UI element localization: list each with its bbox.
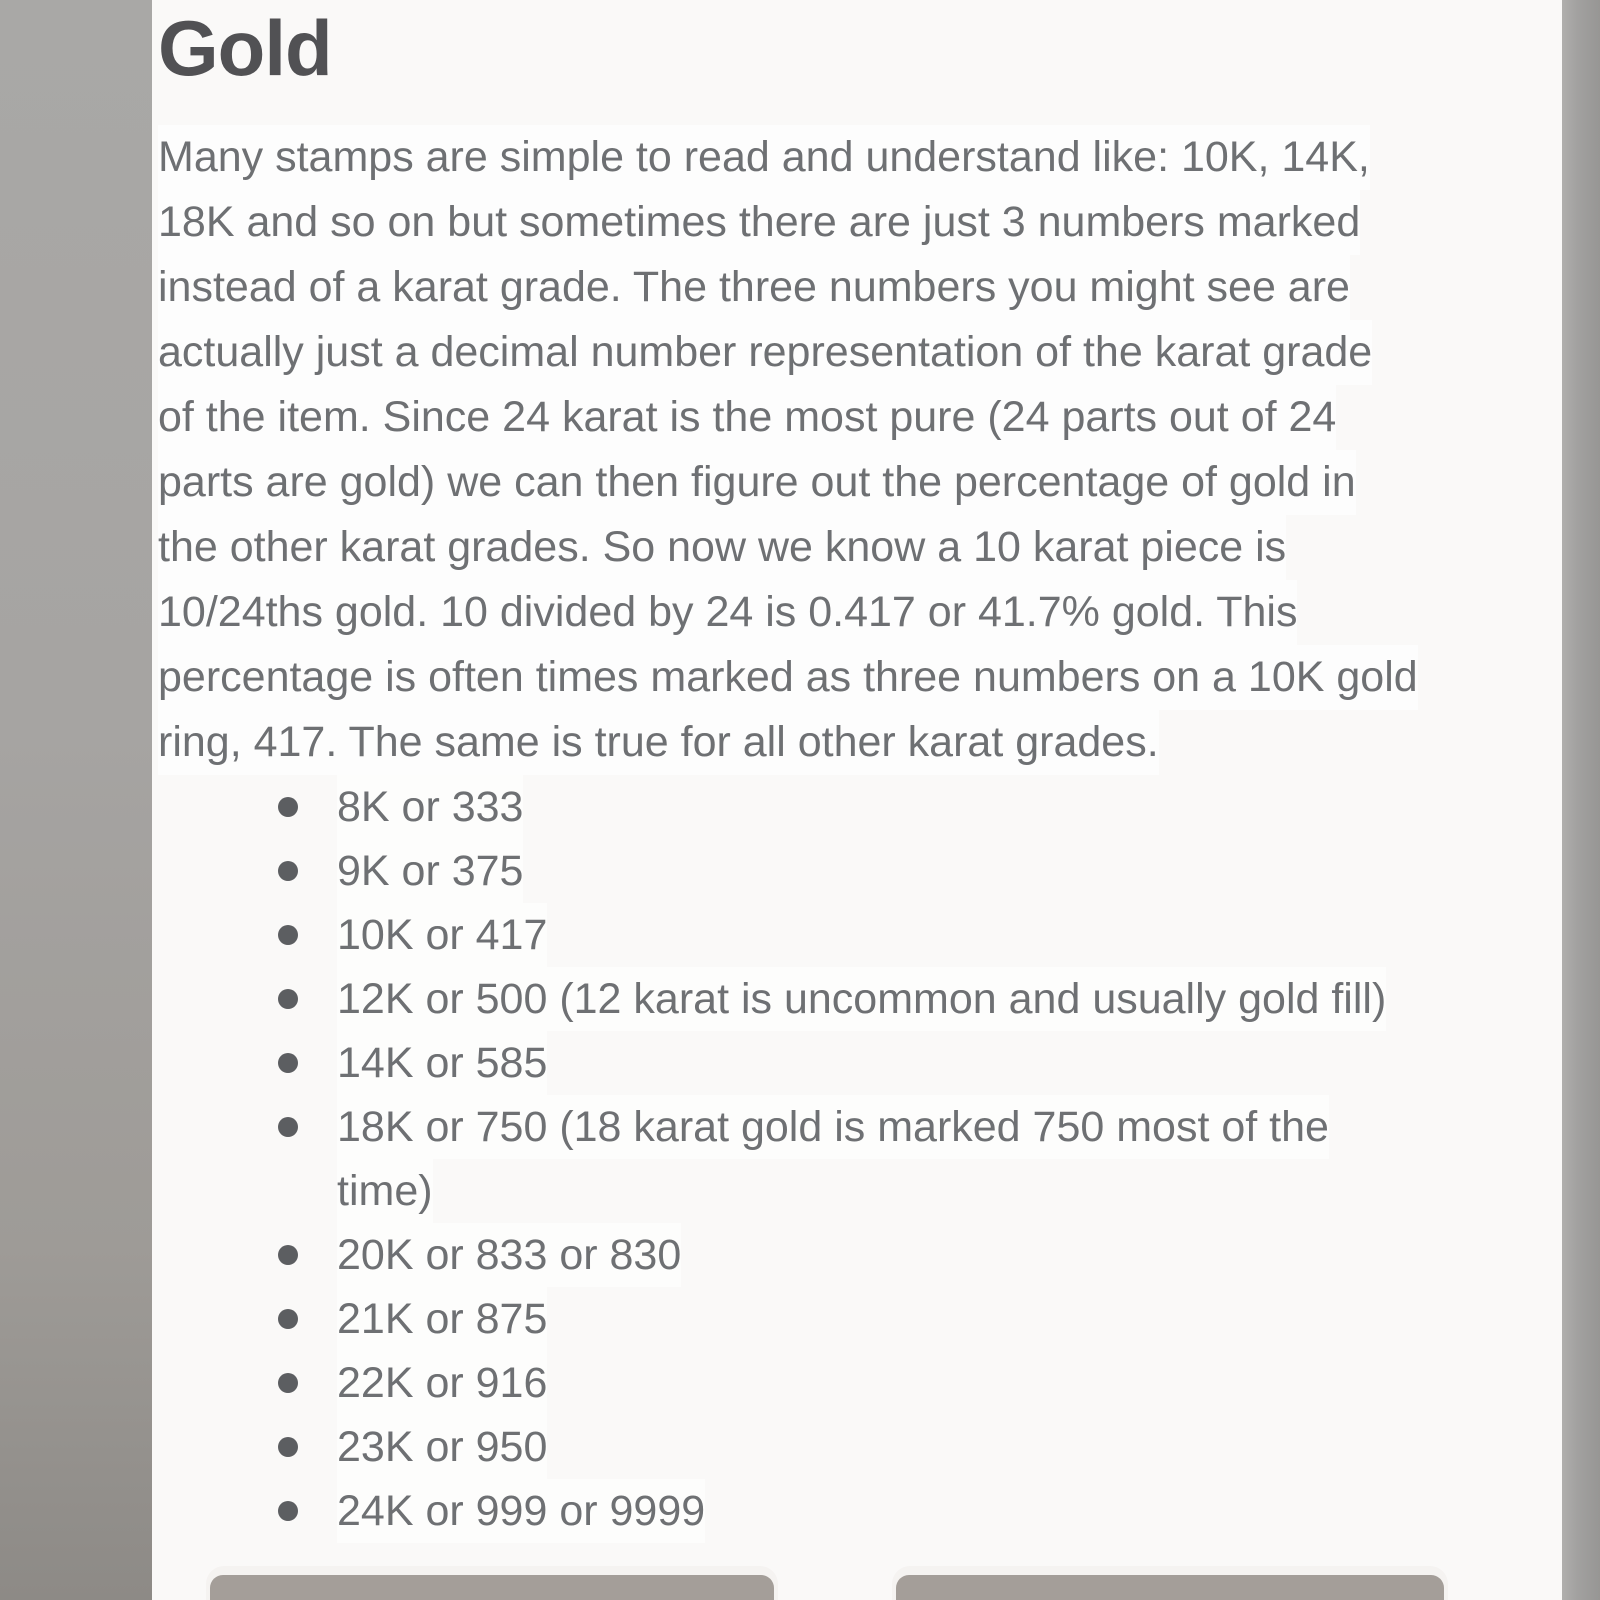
paragraph-line: instead of a karat grade. The three numbers you might see are <box>158 255 1350 320</box>
page-title: Gold <box>158 4 332 92</box>
right-background-strip <box>1562 0 1600 1600</box>
karat-list-item <box>158 1031 1562 1095</box>
list-item-line: 21K or 875 <box>337 1287 547 1351</box>
list-item-line: 8K or 333 <box>337 775 523 839</box>
paragraph-line: 10/24ths gold. 10 divided by 24 is 0.417 or 41.7% gold. This <box>158 580 1297 645</box>
list-item-line: time) <box>337 1159 433 1223</box>
bottom-button-left-glow <box>206 1566 778 1600</box>
karat-list-item <box>158 1351 1562 1415</box>
karat-list-item <box>158 1479 1562 1543</box>
paragraph-line: Many stamps are simple to read and understand like: 10K, 14K, <box>158 125 1370 190</box>
bottom-button-right[interactable] <box>896 1575 1444 1600</box>
paragraph-line: percentage is often times marked as three numbers on a 10K gold <box>158 645 1418 710</box>
karat-list-item <box>158 1095 1562 1223</box>
list-item-line: 10K or 417 <box>337 903 547 967</box>
list-item-line: 20K or 833 or 830 <box>337 1223 681 1287</box>
karat-list-item <box>158 839 1562 903</box>
list-item-line: 18K or 750 (18 karat gold is marked 750 most of the <box>337 1095 1329 1159</box>
list-item-line: 24K or 999 or 9999 <box>337 1479 705 1543</box>
article-text-column <box>152 0 1562 1543</box>
intro-paragraph <box>158 125 1562 775</box>
karat-list-item <box>158 775 1562 839</box>
left-background-strip <box>0 0 152 1600</box>
paragraph-line: the other karat grades. So now we know a 10 karat piece is <box>158 515 1286 580</box>
bottom-button-left[interactable] <box>210 1575 774 1600</box>
list-item-line: 22K or 916 <box>337 1351 547 1415</box>
karat-list-item <box>158 1415 1562 1479</box>
list-item-line: 12K or 500 (12 karat is uncommon and usually gold fill) <box>337 967 1386 1031</box>
article-panel <box>152 0 1562 1600</box>
paragraph-line: parts are gold) we can then figure out the percentage of gold in <box>158 450 1356 515</box>
paragraph-line: ring, 417. The same is true for all other karat grades. <box>158 710 1159 775</box>
list-item-line: 14K or 585 <box>337 1031 547 1095</box>
karat-list-item <box>158 1223 1562 1287</box>
list-item-line: 23K or 950 <box>337 1415 547 1479</box>
list-item-line: 9K or 375 <box>337 839 523 903</box>
karat-list <box>158 775 1562 1543</box>
bottom-button-right-glow <box>892 1566 1448 1600</box>
karat-list-item <box>158 1287 1562 1351</box>
paragraph-line: 18K and so on but sometimes there are just 3 numbers marked <box>158 190 1360 255</box>
karat-list-item <box>158 903 1562 967</box>
karat-list-item <box>158 967 1562 1031</box>
paragraph-line: actually just a decimal number representation of the karat grade <box>158 320 1372 385</box>
paragraph-line: of the item. Since 24 karat is the most pure (24 parts out of 24 <box>158 385 1336 450</box>
